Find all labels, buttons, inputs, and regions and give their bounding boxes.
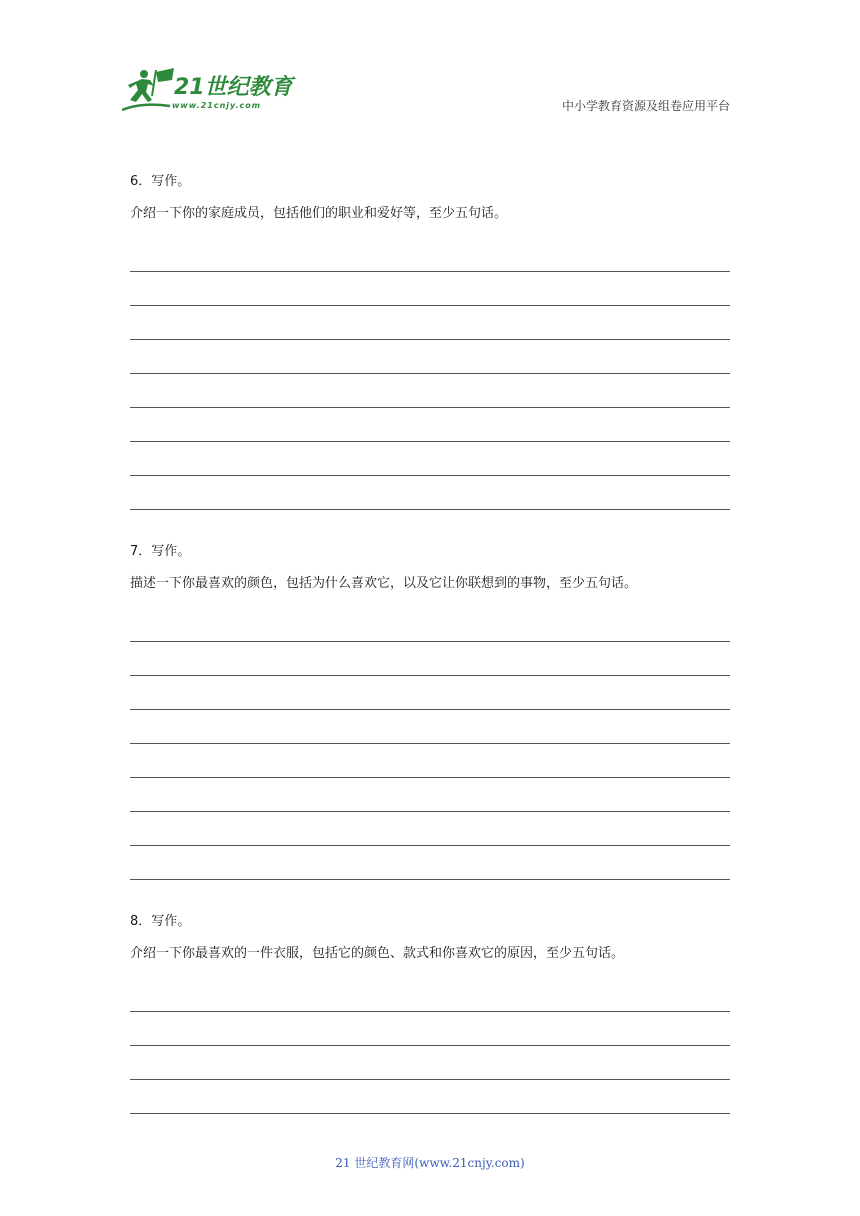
header-tagline: 中小学教育资源及组卷应用平台: [561, 99, 730, 113]
question-title: 7．写作。: [130, 544, 191, 559]
question-prompt: 介绍一下你最喜欢的一件衣服，包括它的颜色、款式和你喜欢它的原因，至少五句话。: [130, 946, 625, 961]
answer-line[interactable]: [130, 778, 730, 812]
answer-line[interactable]: [130, 238, 730, 272]
page-header: [0, 0, 860, 130]
question-title: 8．写作。: [130, 914, 191, 929]
answer-line[interactable]: [130, 1080, 730, 1114]
question-prompt: 介绍一下你的家庭成员，包括他们的职业和爱好等，至少五句话。: [130, 206, 508, 221]
answer-line[interactable]: [130, 272, 730, 306]
answer-line[interactable]: [130, 476, 730, 510]
answer-lines: [130, 608, 730, 880]
page-footer[interactable]: 21 世纪教育网(www.21cnjy.com): [335, 1156, 525, 1170]
answer-line[interactable]: [130, 812, 730, 846]
question-prompt: 描述一下你最喜欢的颜色，包括为什么喜欢它，以及它让你联想到的事物，至少五句话。: [130, 576, 638, 591]
answer-line[interactable]: [130, 846, 730, 880]
answer-line[interactable]: [130, 374, 730, 408]
answer-line[interactable]: [130, 744, 730, 778]
site-logo[interactable]: [122, 66, 292, 116]
answer-lines: [130, 978, 730, 1114]
answer-line[interactable]: [130, 642, 730, 676]
logo-url: www.21cnjy.com: [172, 101, 262, 110]
answer-line[interactable]: [130, 408, 730, 442]
answer-lines: [130, 238, 730, 510]
question-7: [130, 542, 730, 880]
logo-text: 21世纪教育: [174, 75, 293, 100]
answer-line[interactable]: [130, 306, 730, 340]
answer-line[interactable]: [130, 442, 730, 476]
answer-line[interactable]: [130, 710, 730, 744]
question-8: [130, 912, 730, 1114]
answer-line[interactable]: [130, 340, 730, 374]
question-title: 6．写作。: [130, 174, 191, 189]
question-6: [130, 172, 730, 510]
answer-line[interactable]: [130, 1012, 730, 1046]
answer-line[interactable]: [130, 978, 730, 1012]
runner-logo-icon: [122, 66, 178, 116]
answer-line[interactable]: [130, 1046, 730, 1080]
answer-line[interactable]: [130, 676, 730, 710]
answer-line[interactable]: [130, 608, 730, 642]
